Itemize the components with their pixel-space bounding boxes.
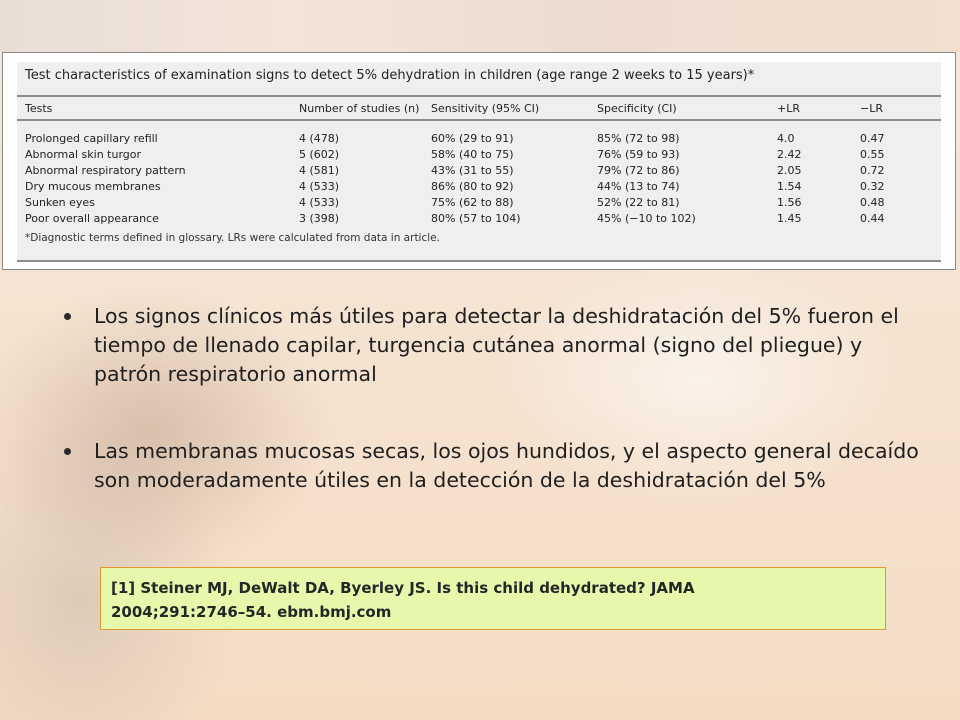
cell-studies: 4 (533) [299, 180, 340, 193]
cell-negative-lr: 0.44 [860, 212, 885, 225]
cell-negative-lr: 0.32 [860, 180, 885, 193]
cell-studies: 4 (533) [299, 196, 340, 209]
cell-specificity: 85% (72 to 98) [597, 132, 680, 145]
cell-sensitivity: 43% (31 to 55) [431, 164, 514, 177]
bullet-dot-icon [64, 313, 71, 320]
header-tests: Tests [25, 102, 53, 115]
table-row [17, 179, 941, 195]
cell-sensitivity: 60% (29 to 91) [431, 132, 514, 145]
table-footnote: *Diagnostic terms defined in glossary. LRs were calculated from data in article. [25, 232, 440, 244]
table-row [17, 163, 941, 179]
cell-positive-lr: 2.05 [777, 164, 802, 177]
bullet-text: Las membranas mucosas secas, los ojos hundidos, y el aspecto general decaído son moderadamente útiles en la detección de la deshidratación del 5% [94, 439, 919, 492]
cell-positive-lr: 1.54 [777, 180, 802, 193]
background-photo-strip [0, 0, 960, 52]
table-header-row [17, 95, 941, 121]
bullet-list [64, 302, 924, 543]
citation-line-1: [1] Steiner MJ, DeWalt DA, Byerley JS. Is this child dehydrated? JAMA [111, 579, 695, 597]
bullet-item [64, 437, 924, 495]
bullet-item [64, 302, 924, 389]
cell-positive-lr: 2.42 [777, 148, 802, 161]
cell-studies: 3 (398) [299, 212, 340, 225]
table-row [17, 147, 941, 163]
cell-test: Dry mucous membranes [25, 180, 161, 193]
header-specificity: Specificity (CI) [597, 102, 677, 115]
cell-positive-lr: 1.56 [777, 196, 802, 209]
cell-specificity: 44% (13 to 74) [597, 180, 680, 193]
cell-specificity: 76% (59 to 93) [597, 148, 680, 161]
cell-sensitivity: 75% (62 to 88) [431, 196, 514, 209]
cell-negative-lr: 0.48 [860, 196, 885, 209]
table-image-panel [2, 52, 956, 270]
table-row [17, 211, 941, 227]
bullet-text: Los signos clínicos más útiles para detectar la deshidratación del 5% fueron el tiempo de llenado capilar, turgencia cutánea anormal (signo del pliegue) y patrón respiratorio anormal [94, 304, 899, 386]
bullet-dot-icon [64, 448, 71, 455]
evidence-table [17, 62, 941, 262]
table-row [17, 195, 941, 211]
cell-specificity: 45% (−10 to 102) [597, 212, 696, 225]
cell-test: Abnormal respiratory pattern [25, 164, 186, 177]
cell-test: Prolonged capillary refill [25, 132, 158, 145]
table-row [17, 131, 941, 147]
header-positive-lr: +LR [777, 102, 800, 115]
cell-positive-lr: 1.45 [777, 212, 802, 225]
citation-box [100, 567, 886, 630]
cell-sensitivity: 58% (40 to 75) [431, 148, 514, 161]
cell-negative-lr: 0.47 [860, 132, 885, 145]
cell-studies: 4 (478) [299, 132, 340, 145]
cell-test: Poor overall appearance [25, 212, 159, 225]
table-title: Test characteristics of examination signs to detect 5% dehydration in children (age range 2 weeks to 15 years)* [25, 68, 755, 83]
cell-test: Abnormal skin turgor [25, 148, 142, 161]
header-negative-lr: −LR [860, 102, 883, 115]
cell-sensitivity: 86% (80 to 92) [431, 180, 514, 193]
cell-test: Sunken eyes [25, 196, 95, 209]
cell-sensitivity: 80% (57 to 104) [431, 212, 521, 225]
cell-negative-lr: 0.55 [860, 148, 885, 161]
cell-studies: 5 (602) [299, 148, 340, 161]
cell-positive-lr: 4.0 [777, 132, 795, 145]
cell-specificity: 79% (72 to 86) [597, 164, 680, 177]
header-studies: Number of studies (n) [299, 102, 420, 115]
header-sensitivity: Sensitivity (95% CI) [431, 102, 540, 115]
cell-specificity: 52% (22 to 81) [597, 196, 680, 209]
cell-studies: 4 (581) [299, 164, 340, 177]
citation-line-2: 2004;291:2746–54. ebm.bmj.com [111, 603, 392, 621]
cell-negative-lr: 0.72 [860, 164, 885, 177]
